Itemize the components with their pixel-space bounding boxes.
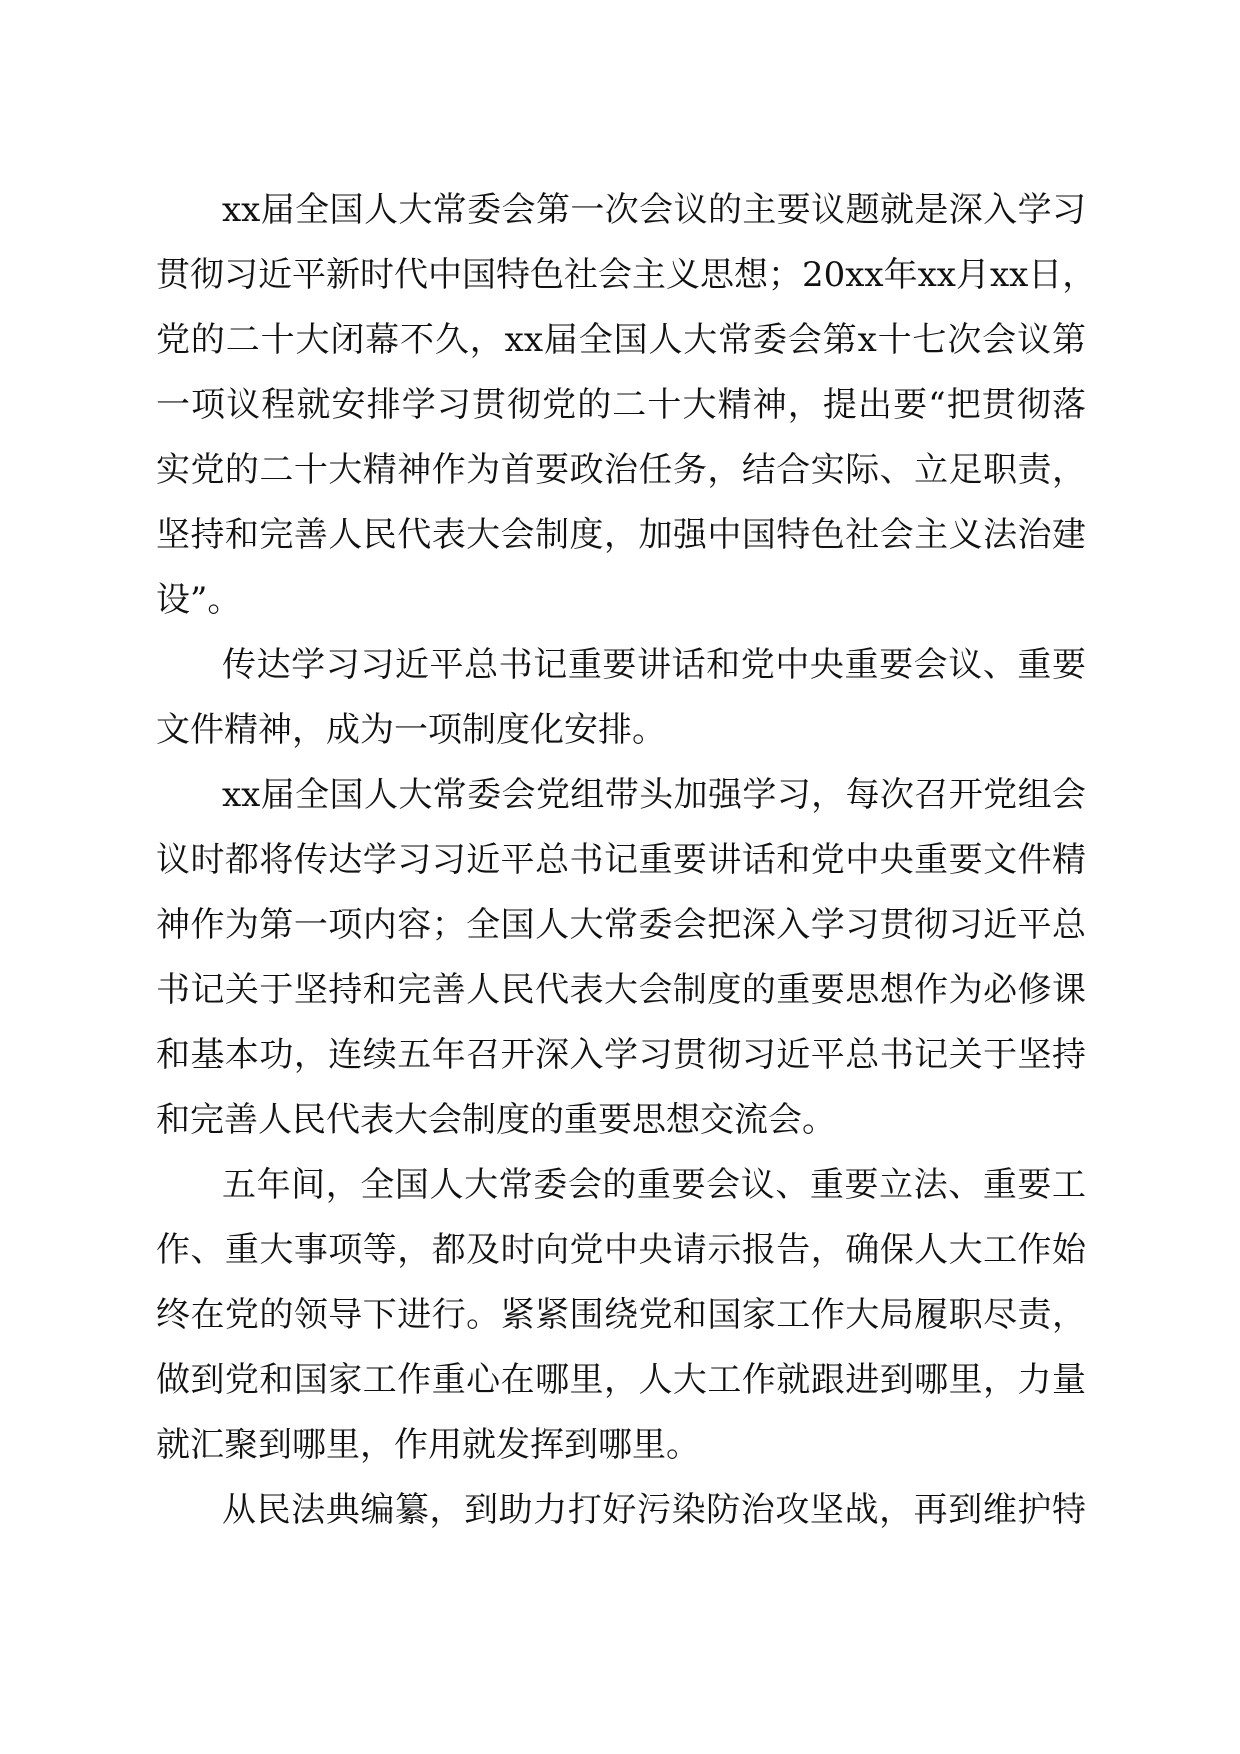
paragraph-5 (156, 1478, 1086, 1543)
text-line: 设”。 (156, 580, 242, 620)
paragraph-4 (156, 1153, 1086, 1478)
paragraph-2 (156, 633, 1086, 763)
text-line: 文件精神，成为一项制度化安排。 (156, 710, 666, 750)
text-line: 党的二十大闭幕不久，xx届全国人大常委会第x十七次会议第 (156, 320, 1086, 360)
text-line: 五年间，全国人大常委会的重要会议、重要立法、重要工 (222, 1165, 1086, 1205)
text-line: 神作为第一项内容；全国人大常委会把深入学习贯彻习近平总 (156, 905, 1086, 945)
text-line: 实党的二十大精神作为首要政治任务，结合实际、立足职责， (156, 450, 1086, 490)
text-line: 和完善人民代表大会制度的重要思想交流会。 (156, 1100, 836, 1140)
text-line: 议时都将传达学习习近平总书记重要讲话和党中央重要文件精 (156, 840, 1086, 880)
text-line: 作、重大事项等，都及时向党中央请示报告，确保人大工作始 (156, 1230, 1086, 1270)
text-line: 做到党和国家工作重心在哪里，人大工作就跟进到哪里，力量 (156, 1360, 1086, 1400)
text-line: 书记关于坚持和完善人民代表大会制度的重要思想作为必修课 (156, 970, 1086, 1010)
text-line: 终在党的领导下进行。紧紧围绕党和国家工作大局履职尽责， (156, 1295, 1086, 1335)
text-line: 传达学习习近平总书记重要讲话和党中央重要会议、重要 (222, 645, 1086, 685)
text-line: xx届全国人大常委会第一次会议的主要议题就是深入学习 (222, 190, 1086, 230)
paragraph-3 (156, 763, 1086, 1153)
text-line: 一项议程就安排学习贯彻党的二十大精神，提出要“把贯彻落 (156, 385, 1086, 425)
text-line: 贯彻习近平新时代中国特色社会主义思想；20xx年xx月xx日， (156, 255, 1097, 295)
paragraph-1 (156, 178, 1097, 633)
text-line: 坚持和完善人民代表大会制度，加强中国特色社会主义法治建 (156, 515, 1086, 555)
text-line: 和基本功，连续五年召开深入学习贯彻习近平总书记关于坚持 (156, 1035, 1086, 1075)
text-line: 就汇聚到哪里，作用就发挥到哪里。 (156, 1425, 700, 1465)
document-body (156, 178, 1097, 1543)
text-line: xx届全国人大常委会党组带头加强学习，每次召开党组会 (222, 775, 1086, 815)
text-line: 从民法典编纂，到助力打好污染防治攻坚战，再到维护特 (222, 1490, 1086, 1530)
